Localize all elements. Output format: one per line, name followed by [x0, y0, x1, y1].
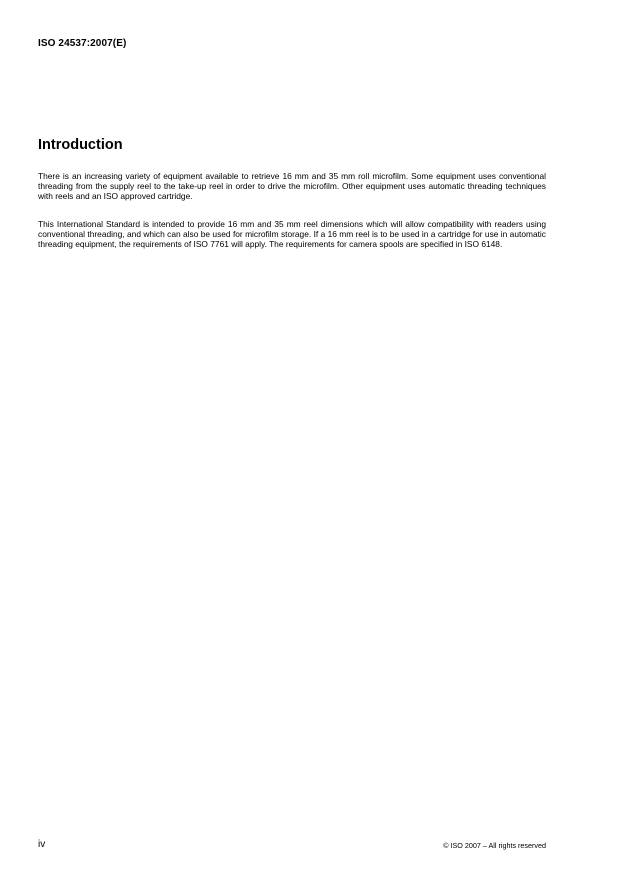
- document-identifier: ISO 24537:2007(E): [38, 38, 127, 49]
- copyright-notice: © ISO 2007 – All rights reserved: [443, 841, 546, 850]
- page-number: iv: [38, 839, 46, 850]
- section-title: Introduction: [38, 137, 123, 153]
- intro-paragraph-1: There is an increasing variety of equipment available to retrieve 16 mm and 35 mm roll microfilm. Some equipment uses conventional threading from the supply reel to the take-up reel in order to drive the microfilm. Other equipment uses automatic threading techniques with reels and an ISO approved cartridge.: [38, 171, 546, 202]
- intro-paragraph-2: This International Standard is intended to provide 16 mm and 35 mm reel dimensions which will allow compatibility with readers using conventional threading, and which can also be used for microfilm storage. If a 16 mm reel is to be used in a cartridge for use in automatic threading equipment, the requirements of ISO 7761 will apply. The requirements for camera spools are specified in ISO 6148.: [38, 219, 546, 250]
